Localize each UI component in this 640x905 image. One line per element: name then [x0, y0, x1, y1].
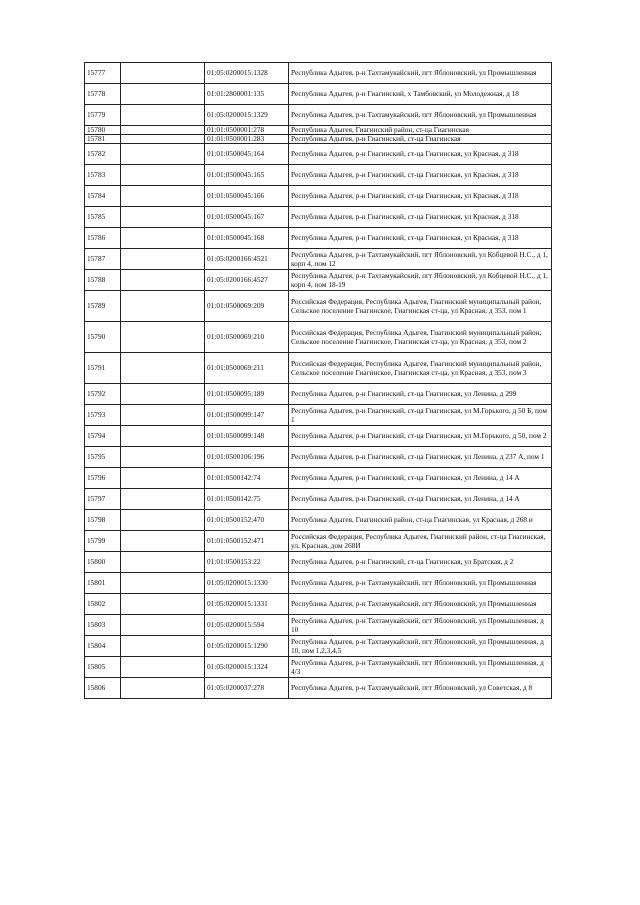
cadastral-number: 01:05:0200015:1290 [205, 636, 289, 657]
empty-cell [121, 657, 205, 678]
address: Республика Адыгея, р-н Тахтамукайский, пгт Яблоновский, ул Промышленная [289, 573, 552, 594]
record-number: 15798 [85, 510, 121, 531]
empty-cell [121, 678, 205, 699]
table-row [85, 270, 552, 291]
empty-cell [121, 636, 205, 657]
record-number: 15801 [85, 573, 121, 594]
record-number: 15782 [85, 144, 121, 165]
table-row [85, 426, 552, 447]
empty-cell [121, 63, 205, 84]
record-number: 15779 [85, 105, 121, 126]
record-number: 15796 [85, 468, 121, 489]
table-row [85, 135, 552, 144]
address: Республика Адыгея, р-н Гиагинский, ст-ца Гиагинская, ул Красная, д 318 [289, 144, 552, 165]
table-row [85, 63, 552, 84]
table-row [85, 165, 552, 186]
address: Республика Адыгея, Гиагинский район, ст-ца Гиагинская, ул Красная, д 268 и [289, 510, 552, 531]
table-row [85, 126, 552, 135]
cadastral-number: 01:05:0200166:4527 [205, 270, 289, 291]
empty-cell [121, 468, 205, 489]
address: Республика Адыгея, р-н Тахтамукайский, пгт Яблоновский, ул Промышленная [289, 63, 552, 84]
record-number: 15804 [85, 636, 121, 657]
address: Республика Адыгея, р-н Гиагинский, ст-ца Гиагинская, ул Красная, д 318 [289, 207, 552, 228]
address: Республика Адыгея, р-н Гиагинский, ст-ца Гиагинская, ул Красная, д 318 [289, 228, 552, 249]
record-number: 15790 [85, 322, 121, 353]
address: Республика Адыгея, р-н Гиагинский, ст-ца Гиагинская, ул Ленина, д 14 А [289, 468, 552, 489]
cadastral-number: 01:05:0200015:1328 [205, 63, 289, 84]
cadastral-number: 01:05:0200037:278 [205, 678, 289, 699]
empty-cell [121, 249, 205, 270]
cadastral-number: 01:01:0500045:166 [205, 186, 289, 207]
cadastral-number: 01:01:0500001:283 [205, 135, 289, 144]
cadastral-number: 01:05:0200015:594 [205, 615, 289, 636]
address: Российская Федерация, Республика Адыгея, Гиагинский район, ст-ца Гиагинская, ул. Красная, дом 268И [289, 531, 552, 552]
empty-cell [121, 531, 205, 552]
record-number: 15793 [85, 405, 121, 426]
address: Российская Федерация, Республика Адыгея, Гиагинский муниципальный район, Сельское поселение Гиагинское, Гиагинская ст-ца, ул Красная, д 353, пом 1 [289, 291, 552, 322]
table-row [85, 249, 552, 270]
table-row [85, 594, 552, 615]
empty-cell [121, 270, 205, 291]
cadastral-number: 01:01:0500001:278 [205, 126, 289, 135]
cadastral-number: 01:01:0500045:165 [205, 165, 289, 186]
table-row [85, 405, 552, 426]
empty-cell [121, 165, 205, 186]
cadastral-number: 01:01:0500153:22 [205, 552, 289, 573]
table-row [85, 468, 552, 489]
cadastral-number: 01:01:0500045:164 [205, 144, 289, 165]
record-number: 15786 [85, 228, 121, 249]
empty-cell [121, 322, 205, 353]
table-row [85, 531, 552, 552]
record-number: 15777 [85, 63, 121, 84]
empty-cell [121, 405, 205, 426]
cadastral-number: 01:05:0200015:1330 [205, 573, 289, 594]
table-row [85, 447, 552, 468]
address: Республика Адыгея, р-н Гиагинский, х Тамбовский, ул Молодежная, д 18 [289, 84, 552, 105]
record-number: 15785 [85, 207, 121, 228]
record-number: 15792 [85, 384, 121, 405]
table-row [85, 573, 552, 594]
address: Республика Адыгея, р-н Тахтамукайский, пгт Яблоновский, ул Кобцевой Н.С., д 1, корп 4, пом 18-19 [289, 270, 552, 291]
empty-cell [121, 489, 205, 510]
table-row [85, 657, 552, 678]
table-row [85, 84, 552, 105]
empty-cell [121, 384, 205, 405]
cadastral-number: 01:01:0500152:471 [205, 531, 289, 552]
empty-cell [121, 573, 205, 594]
record-number: 15787 [85, 249, 121, 270]
empty-cell [121, 615, 205, 636]
empty-cell [121, 426, 205, 447]
record-number: 15803 [85, 615, 121, 636]
table-row [85, 489, 552, 510]
address: Российская Федерация, Республика Адыгея, Гиагинский муниципальный район, Сельское поселение Гиагинское, Гиагинская ст-ца, ул Красная, д 353, пом 3 [289, 353, 552, 384]
table-row [85, 510, 552, 531]
cadastral-number: 01:01:2800001:135 [205, 84, 289, 105]
table-row [85, 678, 552, 699]
table-row [85, 186, 552, 207]
registry-table-body [85, 63, 552, 699]
cadastral-number: 01:01:0500106:196 [205, 447, 289, 468]
record-number: 15783 [85, 165, 121, 186]
empty-cell [121, 447, 205, 468]
cadastral-number: 01:05:0200015:1331 [205, 594, 289, 615]
empty-cell [121, 84, 205, 105]
address: Республика Адыгея, р-н Тахтамукайский, пгт Яблоновский, ул Кобцевой Н.С., д 1, корп 4, пом 12 [289, 249, 552, 270]
address: Республика Адыгея, р-н Гиагинский, ст-ца Гиагинская [289, 135, 552, 144]
table-row [85, 353, 552, 384]
cadastral-number: 01:01:0500069:209 [205, 291, 289, 322]
address: Республика Адыгея, р-н Гиагинский, ст-ца Гиагинская, ул М.Горького, д 50 Б, пом 1 [289, 405, 552, 426]
address: Республика Адыгея, р-н Гиагинский, ст-ца Гиагинская, ул Красная, д 318 [289, 186, 552, 207]
cadastral-number: 01:01:0500045:167 [205, 207, 289, 228]
record-number: 15802 [85, 594, 121, 615]
record-number: 15784 [85, 186, 121, 207]
cadastral-number: 01:05:0200166:4521 [205, 249, 289, 270]
address: Республика Адыгея, р-н Гиагинский, ст-ца Гиагинская, ул Ленина, д 14 А [289, 489, 552, 510]
address: Республика Адыгея, р-н Гиагинский, ст-ца Гиагинская, ул Ленина, д 237 А, пом 1 [289, 447, 552, 468]
cadastral-number: 01:01:0500142:74 [205, 468, 289, 489]
cadastral-number: 01:01:0500152:470 [205, 510, 289, 531]
empty-cell [121, 135, 205, 144]
address: Республика Адыгея, р-н Тахтамукайский, пгт Яблоновский, ул Промышленная [289, 105, 552, 126]
table-row [85, 291, 552, 322]
record-number: 15781 [85, 135, 121, 144]
record-number: 15805 [85, 657, 121, 678]
address: Республика Адыгея, р-н Тахтамукайский, пгт Яблоновский, ул Промышленная, д 10, пом 1,2,3,4,5 [289, 636, 552, 657]
address: Республика Адыгея, р-н Гиагинский, ст-ца Гиагинская, ул М.Горького, д 50, пом 2 [289, 426, 552, 447]
cadastral-number: 01:01:0500045:168 [205, 228, 289, 249]
cadastral-number: 01:01:0500142:75 [205, 489, 289, 510]
record-number: 15795 [85, 447, 121, 468]
cadastral-number: 01:01:0500099:147 [205, 405, 289, 426]
record-number: 15797 [85, 489, 121, 510]
address: Республика Адыгея, р-н Гиагинский, ст-ца Гиагинская, ул Ленина, д 299 [289, 384, 552, 405]
empty-cell [121, 552, 205, 573]
empty-cell [121, 105, 205, 126]
address: Республика Адыгея, р-н Тахтамукайский, пгт Яблоновский, ул Советская, д 8 [289, 678, 552, 699]
cadastral-number: 01:05:0200015:1324 [205, 657, 289, 678]
table-row [85, 384, 552, 405]
record-number: 15788 [85, 270, 121, 291]
table-row [85, 636, 552, 657]
empty-cell [121, 207, 205, 228]
record-number: 15778 [85, 84, 121, 105]
table-row [85, 228, 552, 249]
address: Республика Адыгея, р-н Гиагинский, ст-ца Гиагинская, ул Братская, д 2 [289, 552, 552, 573]
empty-cell [121, 353, 205, 384]
record-number: 15791 [85, 353, 121, 384]
address: Республика Адыгея, р-н Тахтамукайский, пгт Яблоновский, ул Промышленная, д 10 [289, 615, 552, 636]
empty-cell [121, 594, 205, 615]
cadastral-number: 01:05:0200015:1329 [205, 105, 289, 126]
registry-table [84, 62, 552, 699]
address: Республика Адыгея, р-н Гиагинский, ст-ца Гиагинская, ул Красная, д 318 [289, 165, 552, 186]
address: Республика Адыгея, р-н Тахтамукайский, пгт Яблоновский, ул Промышленная, д 4/3 [289, 657, 552, 678]
table-row [85, 322, 552, 353]
record-number: 15806 [85, 678, 121, 699]
cadastral-number: 01:01:0500095:189 [205, 384, 289, 405]
cadastral-number: 01:01:0500069:210 [205, 322, 289, 353]
empty-cell [121, 126, 205, 135]
address: Республика Адыгея, р-н Тахтамукайский, пгт Яблоновский, ул Промышленная [289, 594, 552, 615]
record-number: 15789 [85, 291, 121, 322]
empty-cell [121, 510, 205, 531]
record-number: 15780 [85, 126, 121, 135]
table-row [85, 552, 552, 573]
empty-cell [121, 186, 205, 207]
empty-cell [121, 144, 205, 165]
record-number: 15799 [85, 531, 121, 552]
cadastral-number: 01:01:0500099:148 [205, 426, 289, 447]
empty-cell [121, 291, 205, 322]
record-number: 15800 [85, 552, 121, 573]
record-number: 15794 [85, 426, 121, 447]
address: Республика Адыгея, Гиагинский район, ст-ца Гиагинская [289, 126, 552, 135]
cadastral-number: 01:01:0500069:211 [205, 353, 289, 384]
table-row [85, 615, 552, 636]
address: Российская Федерация, Республика Адыгея, Гиагинский муниципальный район, Сельское поселение Гиагинское, Гиагинская ст-ца, ул Красная, д 353, пом 2 [289, 322, 552, 353]
table-row [85, 207, 552, 228]
empty-cell [121, 228, 205, 249]
table-row [85, 144, 552, 165]
table-row [85, 105, 552, 126]
